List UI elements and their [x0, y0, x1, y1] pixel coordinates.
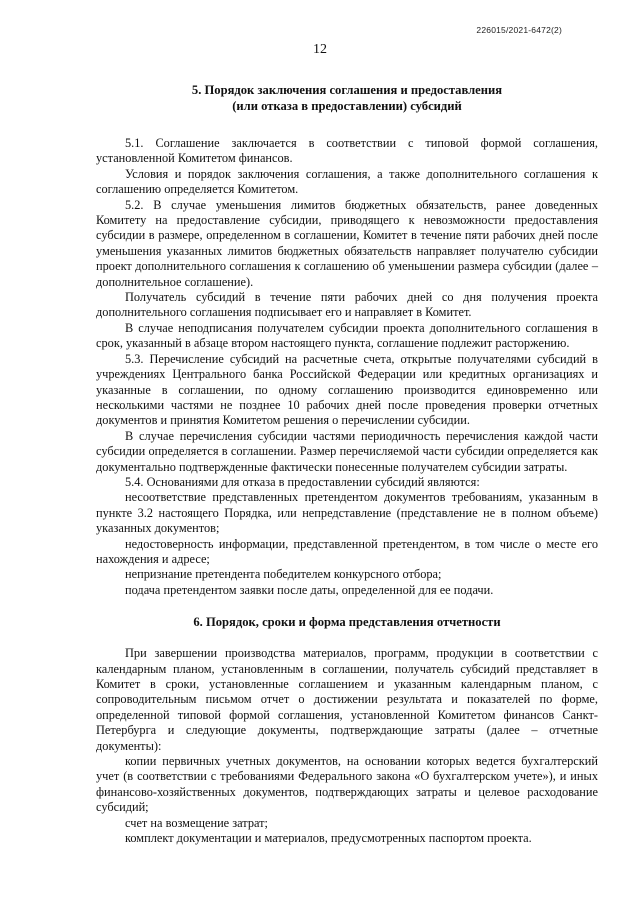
section-6-heading: 6. Порядок, сроки и форма представления отчетности — [193, 615, 501, 630]
paragraph: 5.1. Соглашение заключается в соответствии с типовой формой соглашения, установленной Комитетом финансов. — [96, 136, 598, 166]
paragraph: несоответствие представленных претендентом документов требованиям, указанным в пункте 3.2 настоящего Порядка, или непредставление (представление не в полном объеме) указанных документов; — [96, 490, 598, 536]
paragraph: В случае перечисления субсидии частями периодичность перечисления каждой части субсидии определяется в соглашении. Размер перечисляемой части субсидии определяется как документально подтвержденные фактически понесенные получателем субсидии затраты. — [96, 428, 598, 474]
paragraph: 5.4. Основаниями для отказа в предоставлении субсидий являются: — [125, 474, 480, 489]
paragraph: комплект документации и материалов, предусмотренных паспортом проекта. — [125, 831, 532, 846]
paragraph: 5.3. Перечисление субсидий на расчетные счета, открытые получателями субсидий в учреждениях Центрального банка Российской Федерации или кредитных организациях и указанные в соглашении, по одному соглашению производится единовременно или несколькими частями не позднее 10 рабочих дней после проведения проверки отчетных документов и принятия Комитетом решения о перечислении субсидии. — [96, 351, 598, 428]
paragraph: непризнание претендента победителем конкурсного отбора; — [125, 567, 442, 582]
paragraph: недостоверность информации, представленной претендентом, в том числе о месте его нахождения и адресе; — [96, 536, 598, 566]
paragraph: Условия и порядок заключения соглашения, а также дополнительного соглашения к соглашению определяется Комитетом. — [96, 166, 598, 197]
document-body — [96, 82, 598, 846]
paragraph: копии первичных учетных документов, на основании которых ведется бухгалтерский учет (в соответствии с требованиями Федерального закона «О бухгалтерском учете»), и иных финансово-хозяйственных документов, подтверждающих затраты и целевое расходование субсидий; — [96, 754, 598, 815]
section-5-heading — [96, 82, 598, 114]
paragraph: 5.2. В случае уменьшения лимитов бюджетных обязательств, ранее доведенных Комитету на предоставление субсидии, приводящего к невозможности предоставления субсидии в размере, определенном в соглашении, Комитет в течение пяти рабочих дней после уменьшения указанных лимитов бюджетных обязательств направляет получателю субсидии проект дополнительного соглашения к соглашению об уменьшении размера субсидии (далее – дополнительное соглашение). — [96, 197, 598, 289]
document-code: 226015/2021-6472(2) — [476, 25, 562, 35]
paragraph: При завершении производства материалов, программ, продукции в соответствии с календарным планом, установленным в соглашении, получатель субсидий представляет в Комитет в сроки, установленные соглашением и указанным календарным планом, с сопроводительным письмом отчет о достижении результата и показателей по форме, определенной типовой формой соглашения, установленной Комитетом финансов Санкт-Петербурга и следующие документы, подтверждающие затраты (далее – отчетные документы): — [96, 646, 598, 753]
paragraph: счет на возмещение затрат; — [125, 815, 268, 830]
section-5-heading-line2: (или отказа в предоставлении) субсидий — [232, 99, 462, 113]
section-5-heading-line1: 5. Порядок заключения соглашения и предоставления — [191, 83, 503, 97]
paragraph: В случае неподписания получателем субсидии проекта дополнительного соглашения в срок, указанный в абзаце втором настоящего пункта, соглашение подлежит расторжению. — [96, 320, 598, 351]
page-number: 12 — [313, 42, 327, 57]
paragraph: подача претендентом заявки после даты, определенной для ее подачи. — [125, 582, 494, 597]
paragraph: Получатель субсидий в течение пяти рабочих дней со дня получения проекта дополнительного соглашения подписывает его и направляет в Комитет. — [96, 290, 598, 320]
